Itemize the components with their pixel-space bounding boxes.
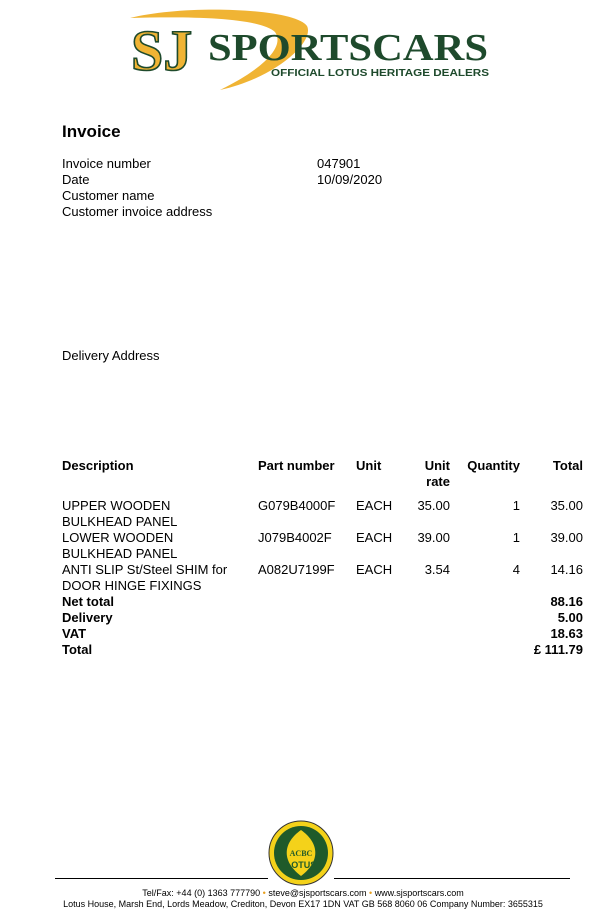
table-row-continued [58,578,587,594]
footer-tel: Tel/Fax: +44 (0) 1363 777790 [142,888,261,898]
table-row-continued [58,514,587,530]
footer-divider-left [55,878,268,879]
header-quantity: Quantity [467,458,520,473]
item-description: LOWER WOODEN [62,530,174,545]
item-unit: EACH [356,498,393,513]
lotus-badge-text: LOTUS [285,860,317,870]
item-description-line2: BULKHEAD PANEL [62,514,178,529]
item-unit: EACH [356,562,393,577]
logo-tagline: OFFICIAL LOTUS HERITAGE DEALERS [271,67,489,79]
table-row [58,530,587,546]
line-items-table [58,458,587,658]
customer-name-label: Customer name [62,188,155,203]
vat-value: 18.63 [550,626,583,641]
item-description-line2: DOOR HINGE FIXINGS [62,578,202,593]
delivery-row [58,610,587,626]
footer-divider-right [334,878,570,879]
item-quantity: 1 [512,498,520,513]
logo-brand: SPORTSCARS [208,27,488,69]
item-description: UPPER WOODEN [62,498,171,513]
item-total: 14.16 [550,562,583,577]
item-quantity: 1 [512,530,520,545]
delivery-address-label: Delivery Address [62,348,160,363]
item-total: 35.00 [550,498,583,513]
net-total-value: 88.16 [550,594,583,609]
table-row [58,498,587,514]
item-part-number: A082U7199F [258,562,335,577]
net-total-label: Net total [62,594,114,609]
item-part-number: J079B4002F [258,530,332,545]
item-description: ANTI SLIP St/Steel SHIM for [62,562,228,577]
delivery-label: Delivery [62,610,113,625]
item-description-line2: BULKHEAD PANEL [62,546,178,561]
footer-address: Lotus House, Marsh End, Lords Meadow, Crediton, Devon EX17 1DN VAT GB 568 8060 06 Company Number: 3655315 [63,899,543,909]
header-total: Total [552,458,583,473]
item-rate: 39.00 [417,530,450,545]
invoice-number-label: Invoice number [62,156,151,171]
item-rate: 35.00 [417,498,450,513]
footer-email[interactable]: steve@sjsportscars.com [268,888,367,898]
item-quantity: 4 [512,562,520,577]
vat-row [58,626,587,642]
lotus-badge-mark: ACBC [289,849,313,858]
header-part-number: Part number [258,458,335,473]
table-row [58,562,587,578]
table-header-row [58,458,587,490]
header-unit-rate-line2: rate [426,474,450,489]
net-total-row [58,594,587,610]
header-description: Description [62,458,134,473]
footer-contact-line [0,888,606,899]
logo-initials: SJ [131,18,193,83]
footer-separator-dot: • [369,888,373,898]
footer-website[interactable]: www.sjsportscars.com [374,888,464,898]
item-part-number: G079B4000F [258,498,336,513]
sj-sportscars-logo [125,8,495,92]
table-row-continued [58,546,587,562]
footer-separator-dot: • [262,888,266,898]
header-unit-rate-line1: Unit [424,458,450,473]
date-value: 10/09/2020 [317,172,383,187]
customer-address-label: Customer invoice address [62,204,213,219]
invoice-title: Invoice [62,122,121,141]
item-unit: EACH [356,530,393,545]
header-unit-rate [406,458,454,490]
delivery-value: 5.00 [557,610,583,625]
vat-label: VAT [62,626,87,641]
item-total: 39.00 [550,530,583,545]
item-rate: 3.54 [424,562,450,577]
invoice-number-value: 047901 [317,156,361,171]
grand-total-value: £ 111.79 [533,642,583,657]
lotus-badge-logo [268,820,334,886]
grand-total-row [58,642,587,658]
grand-total-label: Total [62,642,93,657]
header-unit: Unit [356,458,382,473]
date-label: Date [62,172,90,187]
